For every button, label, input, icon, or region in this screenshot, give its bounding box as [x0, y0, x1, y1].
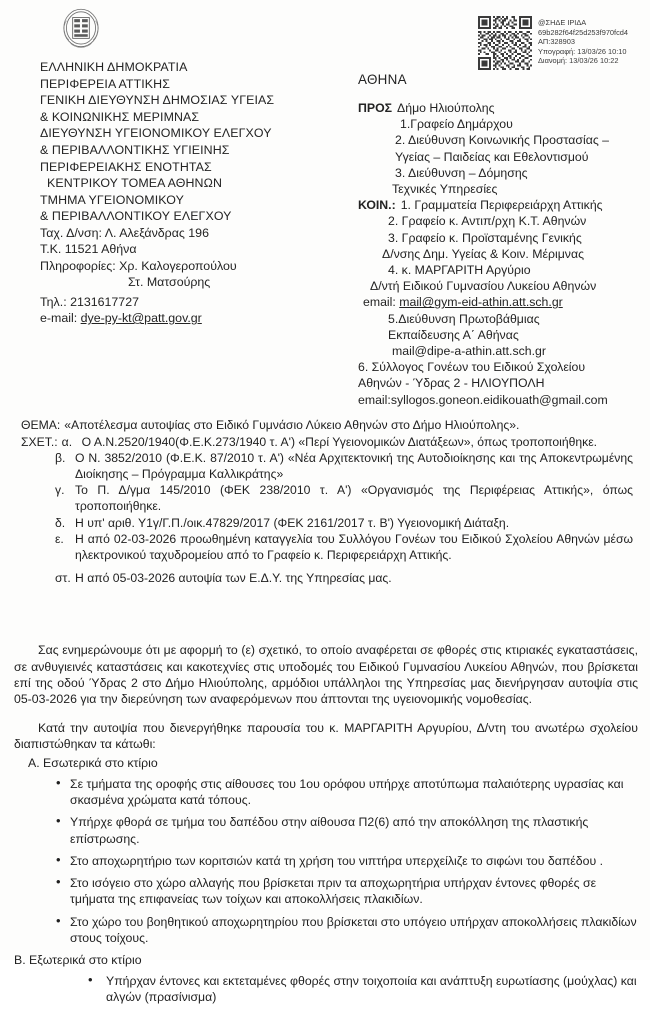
section-a-title: Α. Εσωτερικά στο κτίριο [28, 756, 158, 771]
contact-info: Πληροφορίες: Χρ. Καλογεροπούλου [40, 258, 237, 273]
letterhead-line: ΤΜΗΜΑ ΥΓΕΙΟΝΟΜΙΚΟΥ [40, 192, 184, 207]
letterhead [40, 5, 340, 326]
stamp-text-block [538, 16, 628, 66]
contact-info-secondary: Στ. Ματσούρης [128, 275, 211, 290]
stamp-signature-timestamp: Υπογραφή: 13/03/26 10:10 [538, 46, 627, 56]
recipient-cc-tag: ΚΟΙΝ.: [358, 198, 396, 213]
letterhead-line: & ΠΕΡΙΒΑΛΛΟΝΤΙΚΗΣ ΥΓΙΕΙΝΗΣ [40, 142, 230, 157]
finding-item: • Υπήρχαν έντονες και εκτεταμένες φθορές στην τοιχοποιία και ανάπτυξη ευρωτίασης (μούχλας) και αλγών (πρασίνισμα) [14, 973, 638, 1006]
recipient-to-main: Δήμο Ηλιούπολης [397, 101, 495, 115]
letterhead-line: ΠΕΡΙΦΕΡΕΙΑ ΑΤΤΙΚΗΣ [40, 76, 170, 91]
recipient-cc-row [358, 197, 648, 213]
stamp-system-title: @ΣΗΔΕ ΙΡΙΔΑ [538, 18, 587, 27]
reference-marker: α. [61, 434, 73, 449]
email-row [40, 310, 340, 326]
recipient-item: Υγείας – Παιδείας και Εθελοντισμού [395, 149, 589, 164]
school-email-link[interactable]: mail@gym-eid-athin.att.sch.gr [399, 295, 563, 310]
digital-signature-stamp [478, 16, 628, 70]
stamp-protocol-number: ΑΠ:328903 [538, 37, 575, 47]
greek-republic-emblem-icon [55, 5, 107, 53]
finding-item: • Σε τμήματα της οροφής στις αίθουσες του 1ου ορόφου υπήρχε αποτύπωμα παλαιότερης υγρασίας και σκασμένα χρώματα κατά τόπους. [14, 776, 638, 809]
finding-item: • Στο ισόγειο στο χώρο αλλαγής που βρίσκεται πριν τα αποχωρητήρια υπήρχαν έντονες φθορές σε τμήματα της επιφανείας των τοίχων και αποκολλήσεις πλακιδίων. [14, 875, 638, 908]
body-paragraph-2: Κατά την αυτοψία που διενεργήθηκε παρουσία του κ. ΜΑΡΓΑΡΙΤΗ Αργυρίου, Δ/ντη του ανωτέρω σχολείου διαπιστώθηκαν τα κάτωθι: [14, 720, 638, 752]
letterhead-line: ΠΕΡΙΦΕΡΕΙΑΚΗΣ ΕΝΟΤΗΤΑΣ [40, 159, 212, 174]
recipient-cc-item: 3. Γραφείο κ. Προϊσταμένης Γενικής [388, 230, 582, 245]
letterhead-line: ΕΛΛΗΝΙΚΗ ΔΗΜΟΚΡΑΤΙΑ [40, 60, 188, 74]
finding-item: • Στο χώρο του βοηθητικού αποχωρητηρίου που βρίσκεται στο υπόγειο υπήρχαν αποκολλήσεις πλακιδίων στους τοίχους. [14, 914, 638, 947]
email-label: email: [363, 295, 396, 310]
letterhead-line: ΓΕΝΙΚΗ ΔΙΕΥΘΥΝΣΗ ΔΗΜΟΣΙΑΣ ΥΓΕΙΑΣ [40, 93, 275, 108]
recipient-cc-item: 1. Γραμματεία Περιφερειάρχη Αττικής [400, 198, 603, 213]
letterhead-line: ΚΕΝΤΡΙΚΟΥ ΤΟΜΕΑ ΑΘΗΝΩΝ [47, 176, 222, 191]
subject-text: «Αποτέλεσμα αυτοψίας στο Ειδικό Γυμνάσιο Λύκειο Αθηνών στο Δήμο Ηλιούπολης». [64, 418, 520, 432]
reference-text: Η από 02-03-2026 προωθημένη καταγγελία του Συλλόγου Γονέων του Ειδικού Σχολείου Αθηνών μέσω ηλεκτρονικού ταχυδρομείου από το Γραφείο κ. Περιφερειάρχη Αττικής. [75, 532, 633, 562]
parents-email-row [358, 392, 648, 408]
reference-marker: στ. [55, 571, 71, 586]
phone-number: Τηλ.: 2131617727 [40, 294, 139, 309]
section-b-findings-list [14, 973, 638, 1006]
recipient-cc-item: Δ/νσης Δημ. Υγείας & Κοιν. Μέριμνας [382, 246, 584, 261]
document-body [14, 630, 638, 1011]
subject-and-references [21, 418, 633, 587]
recipient-cc-item: 4. κ. ΜΑΡΓΑΡΙΤΗ Αργύριο [388, 263, 531, 278]
section-a-findings-list [14, 776, 638, 947]
recipient-email-row [358, 294, 648, 310]
reference-text: Ο Ν. 3852/2010 (Φ.Ε.Κ. 87/2010 τ. Α') «Νέα Αρχιτεκτονική της Αυτοδιοίκησης και της Αποκεντρωμένης Διοίκησης – Πρόγραμμα Καλλικράτης» [75, 451, 633, 481]
city-label: ΑΘΗΝΑ [358, 72, 407, 87]
body-paragraph-1: Σας ενημερώνουμε ότι με αφορμή το (ε) σχετικό, το οποίο αναφέρεται σε φθορές στις κτιριακές εγκαταστάσεις, σε ανθυγιεινές καταστάσεις και κακοτεχνίες στις υποδομές του Ειδικού Γυμνασίου Λυκείου Αθηνών, που βρίσκεται επί της οδού Ύδρας 2 στο Δήμο Ηλιούπολης, αρμόδιοι υπάλληλοι της Υπηρεσίας μας διενήργησαν αυτοψία στις 05-03-2026 για την διερεύνηση των αναφερόμενων που άπτονται της υγειονομικής νομοθεσίας. [14, 643, 638, 707]
recipients-block [358, 100, 648, 408]
stamp-distribution-timestamp: Διανομή: 13/03/26 10:22 [538, 56, 619, 66]
reference-row [21, 532, 633, 563]
recipient-to-tag: ΠΡΟΣ [358, 101, 393, 115]
email-label: email: [358, 392, 391, 407]
recipient-cc-item: Αθηνών - Ύδρας 2 - ΗΛΙΟΥΠΟΛΗ [358, 376, 545, 391]
recipient-cc-item: 6. Σύλλογος Γονέων του Ειδικού Σχολείου [358, 360, 586, 375]
recipient-item: 3. Διεύθυνση – Δόμησης [395, 165, 528, 180]
reference-text: Η από 05-03-2026 αυτοψία των Ε.Δ.Υ. της Υπηρεσίας μας. [75, 571, 392, 586]
postal-code: Τ.Κ. 11521 Αθήνα [40, 242, 137, 257]
reference-marker: γ. [55, 483, 65, 498]
email-address-link[interactable]: dye-py-kt@patt.gov.gr [80, 310, 202, 325]
letterhead-line: & ΠΕΡΙΒΑΛΛΟΝΤΙΚΟΥ ΕΛΕΓΧΟΥ [40, 209, 232, 224]
subject-row [21, 418, 633, 434]
reference-row [21, 516, 633, 532]
reference-text: Η υπ' αριθ. Υ1γ/Γ.Π./οικ.47829/2017 (ΦΕΚ 2161/2017 τ. Β') Υγειονομική Διάταξη. [75, 515, 510, 530]
recipient-cc-item: Δ/ντή Ειδικού Γυμνασίου Λυκείου Αθηνών [370, 279, 597, 294]
stamp-hash: 69b282f64f25d253f970fcd4 [538, 27, 629, 37]
recipient-to-row [358, 100, 648, 116]
reference-marker: ε. [55, 532, 64, 547]
document-header [0, 0, 650, 405]
reference-text: Ο Α.Ν.2520/1940(Φ.Ε.Κ.273/1940 τ. Α') «Περί Υγειονομικών Διατάξεων», όπως τροποποιήθηκε. [81, 434, 598, 449]
subject-label: ΘΕΜΑ: [21, 418, 61, 432]
education-email-link[interactable]: mail@dipe-a-athin.att.sch.gr [392, 344, 546, 359]
recipient-cc-item: Εκπαίδευσης Α΄ Αθήνας [388, 327, 519, 342]
recipient-item: 1.Γραφείο Δημάρχου [400, 117, 513, 132]
recipient-cc-item: 5.Διεύθυνση Πρωτοβάθμιας [388, 311, 540, 326]
reference-row [21, 451, 633, 482]
section-b-title: Β. Εξωτερικά στο κτίριο [14, 953, 142, 968]
reference-row [21, 483, 633, 514]
finding-item: • Στο αποχωρητήριο των κοριτσιών κατά τη χρήση του νιπτήρα υπερχείλιζε το σιφώνι του δαπέδου . [14, 853, 638, 869]
postal-address: Ταχ. Δ/νση: Λ. Αλεξάνδρας 196 [40, 225, 209, 240]
reference-text: Το Π. Δ/γμα 145/2010 (ΦΕΚ 238/2010 τ. Α') «Οργανισμός της Περιφέρειας Αττικής», όπως τροποποιήθηκε. [75, 483, 633, 513]
reference-marker: δ. [55, 515, 66, 530]
reference-marker: β. [55, 451, 66, 466]
qr-code-icon [478, 16, 532, 70]
recipient-item: Τεχνικές Υπηρεσίες [392, 182, 498, 197]
finding-item: • Υπήρχε φθορά σε τμήμα του δαπέδου στην αίθουσα Π2(6) από την αποκόλληση της πλαστικής επίστρωσης. [14, 814, 638, 847]
parents-email-link[interactable]: syllogos.goneon.eidikouath@gmail.com [390, 392, 608, 407]
reference-row [21, 435, 633, 451]
email-label: e-mail: [40, 310, 78, 325]
letterhead-line: & ΚΟΙΝΩΝΙΚΗΣ ΜΕΡΙΜΝΑΣ [40, 109, 200, 124]
recipient-item: 2. Διεύθυνση Κοινωνικής Προστασίας – [395, 133, 609, 148]
recipient-cc-item: 2. Γραφείο κ. Αντιπ/ρχη Κ.Τ. Αθηνών [388, 214, 587, 229]
reference-row [21, 571, 633, 587]
letterhead-line: ΔΙΕΥΘΥΝΣΗ ΥΓΕΙΟΝΟΜΙΚΟΥ ΕΛΕΓΧΟΥ [40, 126, 272, 141]
references-label: ΣΧΕΤ.: [21, 434, 58, 449]
